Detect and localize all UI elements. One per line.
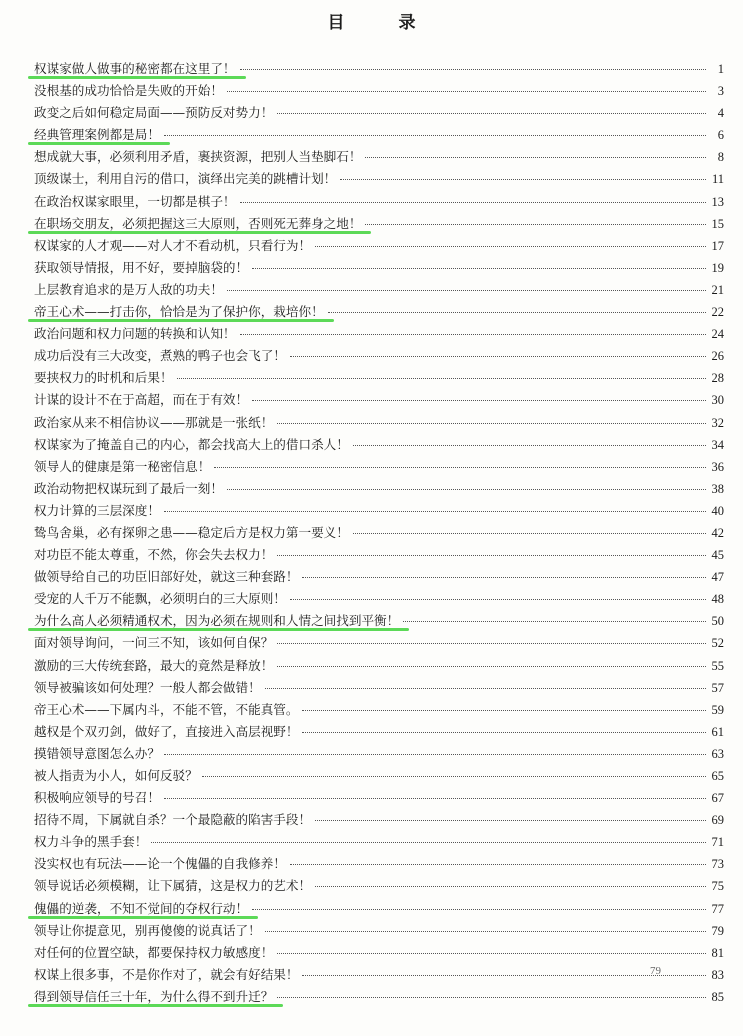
highlight-underline xyxy=(28,142,170,145)
highlight-underline xyxy=(28,76,246,79)
toc-entry-page-number: 30 xyxy=(711,393,724,408)
toc-entry-title: 领导被骗该如何处理？一般人都会做错！ xyxy=(34,679,261,695)
dot-leader xyxy=(340,179,706,180)
toc-entry-title: 帝王心术——下属内斗，不能不管，不能真管。 xyxy=(34,701,299,717)
toc-entry[interactable] xyxy=(34,920,724,942)
highlight-underline xyxy=(28,231,371,234)
toc-entry[interactable] xyxy=(34,279,724,301)
toc-entry-page-number: 21 xyxy=(711,282,724,297)
toc-entry-page-number: 4 xyxy=(717,106,724,121)
toc-entry-page-number: 73 xyxy=(711,857,724,872)
toc-entry-title: 积极响应领导的号召！ xyxy=(34,790,160,806)
toc-entry[interactable] xyxy=(34,544,724,566)
toc-entry-title: 为什么高人必须精通权术，因为必须在规则和人情之间找到平衡！ xyxy=(34,613,400,629)
toc-entry[interactable] xyxy=(34,58,724,80)
dot-leader xyxy=(277,555,706,556)
toc-entry[interactable] xyxy=(34,456,724,478)
dot-leader xyxy=(177,378,706,379)
toc-entry-title: 傀儡的逆袭，不知不觉间的夺权行动！ xyxy=(34,900,249,916)
toc-entry-title: 权谋家做人做事的秘密都在这里了！ xyxy=(34,61,236,76)
toc-entry-page-number: 81 xyxy=(711,945,724,960)
dot-leader xyxy=(164,754,706,755)
toc-entry-title: 受宠的人千万不能飘，必须明白的三大原则！ xyxy=(34,591,286,607)
toc-entry-title: 在政治权谋家眼里，一切都是棋子！ xyxy=(34,193,236,209)
toc-entry-title: 政治家从来不相信协议——那就是一张纸！ xyxy=(34,414,274,430)
toc-entry[interactable] xyxy=(34,412,724,434)
toc-entry[interactable] xyxy=(34,655,724,677)
toc-entry[interactable] xyxy=(34,500,724,522)
toc-entry-title: 权谋上很多事，不是你作对了，就会有好结果！ xyxy=(34,966,299,982)
toc-entry-title: 经典管理案例都是局！ xyxy=(34,127,160,143)
toc-entry-title: 对任何的位置空缺，都要保持权力敏感度！ xyxy=(34,944,274,960)
toc-entry[interactable] xyxy=(34,610,724,632)
dot-leader xyxy=(277,953,706,954)
toc-entry-title: 政治动物把权谋玩到了最后一刻！ xyxy=(34,480,223,496)
toc-entry[interactable] xyxy=(34,257,724,279)
page-title: 目 录 xyxy=(327,13,440,33)
toc-entry-title: 成功后没有三大改变，煮熟的鸭子也会飞了！ xyxy=(34,348,286,364)
toc-entry-title: 权力斗争的黑手套！ xyxy=(34,834,148,850)
dot-leader xyxy=(164,135,706,136)
toc-entry-page-number: 47 xyxy=(711,570,724,585)
toc-entry-page-number: 71 xyxy=(711,835,724,850)
toc-entry-title: 越权是个双刃剑，做好了，直接进入高层视野！ xyxy=(34,723,299,739)
toc-entry-page-number: 1 xyxy=(717,62,724,76)
toc-entry-page-number: 19 xyxy=(711,260,724,275)
toc-entry[interactable] xyxy=(34,721,724,743)
toc-entry-page-number: 11 xyxy=(711,172,724,187)
toc-entry-page-number: 42 xyxy=(711,525,724,540)
toc-entry-title: 帝王心术——打击你，恰恰是为了保护你，栽培你！ xyxy=(34,304,324,320)
toc-entry-title: 摸错领导意图怎么办？ xyxy=(34,745,160,761)
toc-entry-title: 政治问题和权力问题的转换和认知！ xyxy=(34,326,236,342)
toc-entry-page-number: 13 xyxy=(711,194,724,209)
dot-leader xyxy=(302,975,706,976)
toc-entry[interactable] xyxy=(34,522,724,544)
toc-entry[interactable] xyxy=(34,875,724,897)
toc-entry-title: 获取领导情报，用不好，要掉脑袋的！ xyxy=(34,259,249,275)
toc-entry-title: 权力计算的三层深度！ xyxy=(34,502,160,518)
highlight-underline xyxy=(28,319,334,322)
dot-leader xyxy=(302,710,706,711)
toc-entry[interactable] xyxy=(34,898,724,920)
dot-leader xyxy=(240,202,707,203)
toc-entry-page-number: 67 xyxy=(711,791,724,806)
toc-entry-title: 领导让你提意见，别再傻傻的说真话了！ xyxy=(34,922,261,938)
dot-leader xyxy=(240,69,707,70)
toc-entry-title: 顶级谋士，利用自污的借口，演绎出完美的跳槽计划！ xyxy=(34,171,337,187)
toc-entry-page-number: 55 xyxy=(711,658,724,673)
toc-entry-page-number: 75 xyxy=(711,879,724,894)
toc-entry[interactable] xyxy=(34,743,724,765)
toc-entry-title: 上层教育追求的是万人敌的功夫！ xyxy=(34,281,223,297)
toc-entry-title: 领导人的健康是第一秘密信息！ xyxy=(34,458,211,474)
toc-entry[interactable] xyxy=(34,124,724,146)
dot-leader xyxy=(277,666,706,667)
toc-entry-page-number: 34 xyxy=(711,437,724,452)
dot-leader xyxy=(302,732,706,733)
toc-entry-page-number: 65 xyxy=(711,769,724,783)
dot-leader xyxy=(277,643,706,644)
toc-entry-page-number: 69 xyxy=(711,813,724,828)
dot-leader xyxy=(353,533,706,534)
toc-entry-title: 对功臣不能太尊重，不然，你会失去权力！ xyxy=(34,547,274,563)
dot-leader xyxy=(353,445,706,446)
toc-entry[interactable] xyxy=(34,699,724,721)
toc-entry-title: 激励的三大传统套路，最大的竟然是释放！ xyxy=(34,657,274,673)
toc-entry-title: 领导说话必须模糊，让下属猜，这是权力的艺术！ xyxy=(34,878,312,894)
toc-entry-page-number: 57 xyxy=(711,680,724,695)
toc-entry[interactable] xyxy=(34,853,724,875)
dot-leader xyxy=(214,467,706,468)
toc-entry[interactable] xyxy=(34,964,724,986)
dot-leader xyxy=(164,798,706,799)
toc-entry-title: 政变之后如何稳定局面——预防反对势力！ xyxy=(34,105,274,121)
toc-entry-page-number: 59 xyxy=(711,702,724,717)
toc-entry[interactable] xyxy=(34,809,724,831)
toc-entry[interactable] xyxy=(34,478,724,500)
toc-entry[interactable] xyxy=(34,632,724,654)
toc-entry-page-number: 8 xyxy=(717,150,724,165)
toc-entry-page-number: 28 xyxy=(711,371,724,386)
toc-entry-title: 没根基的成功恰恰是失败的开始！ xyxy=(34,83,223,99)
toc-entry-title: 被人指责为小人，如何反驳？ xyxy=(34,768,198,783)
toc-entry[interactable] xyxy=(34,588,724,610)
dot-leader xyxy=(252,400,706,401)
toc-entry[interactable] xyxy=(34,831,724,853)
toc-entry-page-number: 83 xyxy=(711,967,724,982)
toc-entry-page-number: 79 xyxy=(711,923,724,938)
toc-entry-page-number: 61 xyxy=(711,724,724,739)
dot-leader xyxy=(290,599,706,600)
dot-leader xyxy=(403,621,706,622)
toc-entry-title: 计谋的设计不在于高超，而在于有效！ xyxy=(34,392,249,408)
toc-entry-page-number: 24 xyxy=(711,327,724,342)
toc-entry-page-number: 17 xyxy=(711,238,724,253)
dot-leader xyxy=(277,423,706,424)
toc-entry[interactable] xyxy=(34,765,724,787)
toc-entry-page-number: 50 xyxy=(711,614,724,629)
toc-entry[interactable] xyxy=(34,323,724,345)
dot-leader xyxy=(328,312,706,313)
toc-entry[interactable] xyxy=(34,168,724,190)
dot-leader xyxy=(164,511,706,512)
toc-entry[interactable] xyxy=(34,677,724,699)
dot-leader xyxy=(315,246,706,247)
toc-entry-page-number: 22 xyxy=(711,305,724,320)
toc-entry-page-number: 32 xyxy=(711,415,724,430)
dot-leader xyxy=(290,356,706,357)
highlight-underline xyxy=(28,916,258,919)
toc-entry-page-number: 52 xyxy=(711,636,724,651)
toc-entry-page-number: 36 xyxy=(711,459,724,474)
dot-leader xyxy=(365,157,706,158)
toc-entry[interactable] xyxy=(34,389,724,411)
toc-entry[interactable] xyxy=(34,566,724,588)
toc-entry-title: 得到领导信任三十年，为什么得不到升迁？ xyxy=(34,988,274,1004)
dot-leader xyxy=(202,776,706,777)
dot-leader xyxy=(302,577,706,578)
toc-entry-page-number: 77 xyxy=(711,901,724,916)
table-of-contents xyxy=(34,58,724,1008)
toc-entry[interactable] xyxy=(34,345,724,367)
toc-entry-page-number: 38 xyxy=(711,481,724,496)
toc-entry[interactable] xyxy=(34,301,724,323)
dot-leader xyxy=(265,688,706,689)
dot-leader xyxy=(252,909,706,910)
dot-leader xyxy=(240,334,707,335)
toc-entry-page-number: 85 xyxy=(711,989,724,1004)
toc-entry-title: 做领导给自己的功臣旧部好处，就这三种套路！ xyxy=(34,569,299,585)
toc-entry-page-number: 45 xyxy=(711,548,724,563)
toc-entry[interactable] xyxy=(34,213,724,235)
toc-entry-title: 在职场交朋友，必须把握这三大原则，否则死无葬身之地！ xyxy=(34,215,362,231)
toc-entry-page-number: 26 xyxy=(711,349,724,364)
toc-entry[interactable] xyxy=(34,146,724,168)
dot-leader xyxy=(315,820,706,821)
toc-entry[interactable] xyxy=(34,102,724,124)
dot-leader xyxy=(277,113,706,114)
toc-entry-title: 没实权也有玩法——论一个傀儡的自我修养！ xyxy=(34,856,286,872)
dot-leader xyxy=(151,842,706,843)
dot-leader xyxy=(265,931,706,932)
margin-page-note: 79 xyxy=(650,965,661,977)
toc-entry[interactable] xyxy=(34,235,724,257)
dot-leader xyxy=(227,91,706,92)
toc-entry[interactable] xyxy=(34,434,724,456)
dot-leader xyxy=(315,886,706,887)
highlight-underline xyxy=(28,628,409,631)
toc-entry-title: 招待不周，下属就自杀？一个最隐蔽的陷害手段！ xyxy=(34,812,312,828)
toc-entry-title: 面对领导询问，一问三不知，该如何自保？ xyxy=(34,635,274,651)
dot-leader xyxy=(227,290,706,291)
dot-leader xyxy=(277,997,706,998)
toc-entry-page-number: 3 xyxy=(717,84,724,99)
toc-entry[interactable] xyxy=(34,942,724,964)
toc-entry-title: 要挟权力的时机和后果！ xyxy=(34,370,173,386)
toc-entry-page-number: 48 xyxy=(711,592,724,607)
toc-entry-title: 鸷鸟舍巢，必有探卵之患——稳定后方是权力第一要义！ xyxy=(34,524,349,540)
dot-leader xyxy=(227,489,706,490)
toc-entry-title: 想成就大事，必须利用矛盾，裹挟资源，把别人当垫脚石！ xyxy=(34,149,362,165)
toc-entry[interactable] xyxy=(34,191,724,213)
toc-entry-title: 权谋家的人才观——对人才不看动机，只看行为！ xyxy=(34,237,312,253)
toc-entry-page-number: 15 xyxy=(711,216,724,231)
toc-entry-page-number: 40 xyxy=(711,503,724,518)
dot-leader xyxy=(290,864,706,865)
toc-entry[interactable] xyxy=(34,80,724,102)
highlight-underline xyxy=(28,1004,283,1007)
toc-entry[interactable] xyxy=(34,986,724,1008)
toc-entry-page-number: 63 xyxy=(711,746,724,761)
dot-leader xyxy=(252,268,706,269)
toc-entry[interactable] xyxy=(34,367,724,389)
toc-entry-page-number: 6 xyxy=(717,128,724,143)
toc-entry-title: 权谋家为了掩盖自己的内心，都会找高大上的借口杀人！ xyxy=(34,436,349,452)
dot-leader xyxy=(365,224,706,225)
toc-entry[interactable] xyxy=(34,787,724,809)
